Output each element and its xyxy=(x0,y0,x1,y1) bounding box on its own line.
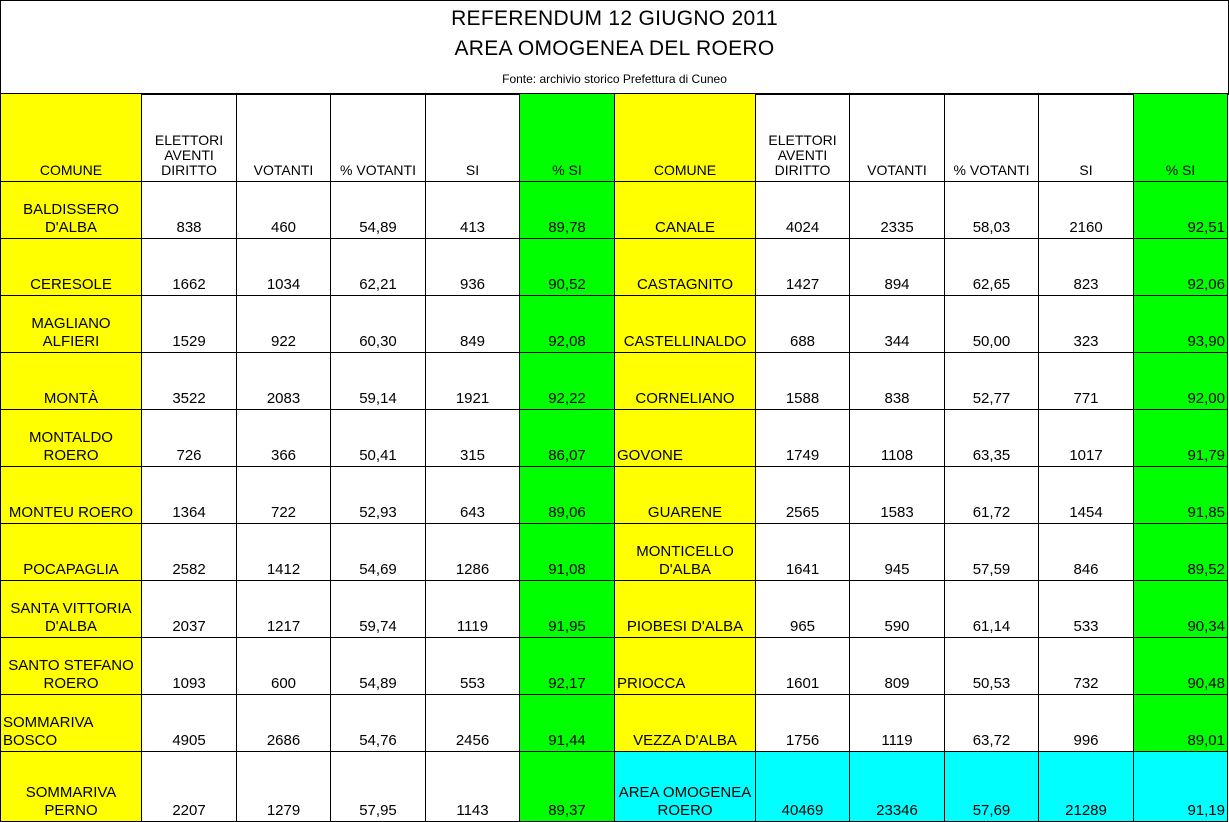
table-header-row xyxy=(1,94,1228,182)
value-cell: 413 xyxy=(426,182,520,239)
value-cell: 965 xyxy=(756,581,850,638)
value-cell: 590 xyxy=(850,581,945,638)
table-row xyxy=(1,353,1228,410)
value-cell: 1427 xyxy=(756,239,850,296)
value-cell: 1662 xyxy=(142,239,237,296)
value-cell: 945 xyxy=(850,524,945,581)
header-comune: COMUNE xyxy=(1,94,142,182)
value-cell: 62,65 xyxy=(945,239,1039,296)
report-source: Fonte: archivio storico Prefettura di Cuneo xyxy=(502,72,727,86)
value-cell: 726 xyxy=(142,410,237,467)
value-cell: 89,37 xyxy=(520,752,615,822)
comune-cell: GOVONE xyxy=(615,410,756,467)
value-cell: 1583 xyxy=(850,467,945,524)
value-cell: 92,00 xyxy=(1134,353,1228,410)
value-cell: 922 xyxy=(237,296,331,353)
value-cell: 1119 xyxy=(426,581,520,638)
comune-cell: CASTAGNITO xyxy=(615,239,756,296)
value-cell: 2335 xyxy=(850,182,945,239)
value-cell: 771 xyxy=(1039,353,1134,410)
value-cell: 1034 xyxy=(237,239,331,296)
table-row xyxy=(1,467,1228,524)
header-pct-si-2: % SI xyxy=(1134,94,1228,182)
value-cell: 838 xyxy=(142,182,237,239)
value-cell: 92,51 xyxy=(1134,182,1228,239)
value-cell: 2582 xyxy=(142,524,237,581)
header-si-2: SI xyxy=(1039,94,1134,182)
value-cell: 91,79 xyxy=(1134,410,1228,467)
value-cell: 1921 xyxy=(426,353,520,410)
value-cell: 553 xyxy=(426,638,520,695)
value-cell: 57,95 xyxy=(331,752,426,822)
comune-cell: SANTO STEFANO ROERO xyxy=(1,638,142,695)
value-cell: 3522 xyxy=(142,353,237,410)
value-cell: 600 xyxy=(237,638,331,695)
value-cell: 366 xyxy=(237,410,331,467)
value-cell: 1093 xyxy=(142,638,237,695)
results-table xyxy=(0,93,1228,822)
value-cell: 2160 xyxy=(1039,182,1134,239)
value-cell: 894 xyxy=(850,239,945,296)
value-cell: 1749 xyxy=(756,410,850,467)
value-cell: 823 xyxy=(1039,239,1134,296)
header-elettori: ELETTORI AVENTI DIRITTO xyxy=(142,94,237,182)
value-cell: 57,69 xyxy=(945,752,1039,822)
comune-cell: CORNELIANO xyxy=(615,353,756,410)
header-comune-2: COMUNE xyxy=(615,94,756,182)
table-row xyxy=(1,695,1228,752)
value-cell: 1412 xyxy=(237,524,331,581)
comune-cell: MONTALDO ROERO xyxy=(1,410,142,467)
value-cell: 89,52 xyxy=(1134,524,1228,581)
value-cell: 838 xyxy=(850,353,945,410)
comune-cell: SANTA VITTORIA D'ALBA xyxy=(1,581,142,638)
value-cell: 2207 xyxy=(142,752,237,822)
value-cell: 91,19 xyxy=(1134,752,1228,822)
value-cell: 59,74 xyxy=(331,581,426,638)
value-cell: 849 xyxy=(426,296,520,353)
report-header xyxy=(0,0,1229,95)
value-cell: 92,17 xyxy=(520,638,615,695)
value-cell: 92,22 xyxy=(520,353,615,410)
header-votanti-2: VOTANTI xyxy=(850,94,945,182)
value-cell: 936 xyxy=(426,239,520,296)
value-cell: 809 xyxy=(850,638,945,695)
comune-cell: GUARENE xyxy=(615,467,756,524)
value-cell: 1286 xyxy=(426,524,520,581)
comune-cell: AREA OMOGENEA ROERO xyxy=(615,752,756,822)
value-cell: 722 xyxy=(237,467,331,524)
comune-cell: VEZZA D'ALBA xyxy=(615,695,756,752)
value-cell: 91,08 xyxy=(520,524,615,581)
value-cell: 1017 xyxy=(1039,410,1134,467)
value-cell: 344 xyxy=(850,296,945,353)
comune-cell: MONTICELLO D'ALBA xyxy=(615,524,756,581)
value-cell: 1756 xyxy=(756,695,850,752)
value-cell: 62,21 xyxy=(331,239,426,296)
value-cell: 21289 xyxy=(1039,752,1134,822)
value-cell: 2686 xyxy=(237,695,331,752)
value-cell: 93,90 xyxy=(1134,296,1228,353)
value-cell: 688 xyxy=(756,296,850,353)
value-cell: 57,59 xyxy=(945,524,1039,581)
value-cell: 1641 xyxy=(756,524,850,581)
table-row xyxy=(1,524,1228,581)
value-cell: 52,93 xyxy=(331,467,426,524)
value-cell: 50,00 xyxy=(945,296,1039,353)
comune-cell: PRIOCCA xyxy=(615,638,756,695)
table-row xyxy=(1,182,1228,239)
value-cell: 54,89 xyxy=(331,182,426,239)
value-cell: 54,69 xyxy=(331,524,426,581)
value-cell: 59,14 xyxy=(331,353,426,410)
comune-cell: CERESOLE xyxy=(1,239,142,296)
value-cell: 460 xyxy=(237,182,331,239)
value-cell: 91,95 xyxy=(520,581,615,638)
comune-cell: CANALE xyxy=(615,182,756,239)
value-cell: 63,72 xyxy=(945,695,1039,752)
value-cell: 1601 xyxy=(756,638,850,695)
comune-cell: MONTEU ROERO xyxy=(1,467,142,524)
value-cell: 846 xyxy=(1039,524,1134,581)
value-cell: 2456 xyxy=(426,695,520,752)
value-cell: 89,06 xyxy=(520,467,615,524)
value-cell: 86,07 xyxy=(520,410,615,467)
value-cell: 89,78 xyxy=(520,182,615,239)
value-cell: 63,35 xyxy=(945,410,1039,467)
value-cell: 52,77 xyxy=(945,353,1039,410)
value-cell: 90,52 xyxy=(520,239,615,296)
comune-cell: MONTÀ xyxy=(1,353,142,410)
value-cell: 61,72 xyxy=(945,467,1039,524)
value-cell: 732 xyxy=(1039,638,1134,695)
table-row xyxy=(1,239,1228,296)
table-row xyxy=(1,638,1228,695)
value-cell: 1119 xyxy=(850,695,945,752)
value-cell: 1279 xyxy=(237,752,331,822)
value-cell: 92,06 xyxy=(1134,239,1228,296)
value-cell: 1364 xyxy=(142,467,237,524)
value-cell: 91,44 xyxy=(520,695,615,752)
value-cell: 54,76 xyxy=(331,695,426,752)
comune-cell: SOMMARIVA BOSCO xyxy=(1,695,142,752)
report-subtitle: AREA OMOGENEA DEL ROERO xyxy=(454,37,775,60)
comune-cell: POCAPAGLIA xyxy=(1,524,142,581)
value-cell: 91,85 xyxy=(1134,467,1228,524)
value-cell: 1217 xyxy=(237,581,331,638)
value-cell: 89,01 xyxy=(1134,695,1228,752)
value-cell: 4905 xyxy=(142,695,237,752)
header-pct-si: % SI xyxy=(520,94,615,182)
header-pct-votanti-2: % VOTANTI xyxy=(945,94,1039,182)
comune-cell: PIOBESI D'ALBA xyxy=(615,581,756,638)
value-cell: 643 xyxy=(426,467,520,524)
header-elettori-2: ELETTORI AVENTI DIRITTO xyxy=(756,94,850,182)
report-title: REFERENDUM 12 GIUGNO 2011 xyxy=(451,7,778,30)
comune-cell: BALDISSERO D'ALBA xyxy=(1,182,142,239)
value-cell: 2083 xyxy=(237,353,331,410)
value-cell: 61,14 xyxy=(945,581,1039,638)
comune-cell: SOMMARIVA PERNO xyxy=(1,752,142,822)
value-cell: 323 xyxy=(1039,296,1134,353)
value-cell: 1529 xyxy=(142,296,237,353)
comune-cell: MAGLIANO ALFIERI xyxy=(1,296,142,353)
value-cell: 60,30 xyxy=(331,296,426,353)
table-body xyxy=(1,182,1228,822)
value-cell: 2565 xyxy=(756,467,850,524)
header-votanti: VOTANTI xyxy=(237,94,331,182)
value-cell: 90,34 xyxy=(1134,581,1228,638)
value-cell: 1588 xyxy=(756,353,850,410)
table-row xyxy=(1,296,1228,353)
table-row xyxy=(1,752,1228,822)
value-cell: 40469 xyxy=(756,752,850,822)
value-cell: 533 xyxy=(1039,581,1134,638)
value-cell: 90,48 xyxy=(1134,638,1228,695)
value-cell: 4024 xyxy=(756,182,850,239)
value-cell: 996 xyxy=(1039,695,1134,752)
value-cell: 50,41 xyxy=(331,410,426,467)
value-cell: 2037 xyxy=(142,581,237,638)
value-cell: 58,03 xyxy=(945,182,1039,239)
value-cell: 23346 xyxy=(850,752,945,822)
value-cell: 315 xyxy=(426,410,520,467)
table-row xyxy=(1,581,1228,638)
header-pct-votanti: % VOTANTI xyxy=(331,94,426,182)
value-cell: 50,53 xyxy=(945,638,1039,695)
header-si: SI xyxy=(426,94,520,182)
value-cell: 1454 xyxy=(1039,467,1134,524)
value-cell: 1143 xyxy=(426,752,520,822)
comune-cell: CASTELLINALDO xyxy=(615,296,756,353)
value-cell: 92,08 xyxy=(520,296,615,353)
value-cell: 54,89 xyxy=(331,638,426,695)
value-cell: 1108 xyxy=(850,410,945,467)
table-row xyxy=(1,410,1228,467)
